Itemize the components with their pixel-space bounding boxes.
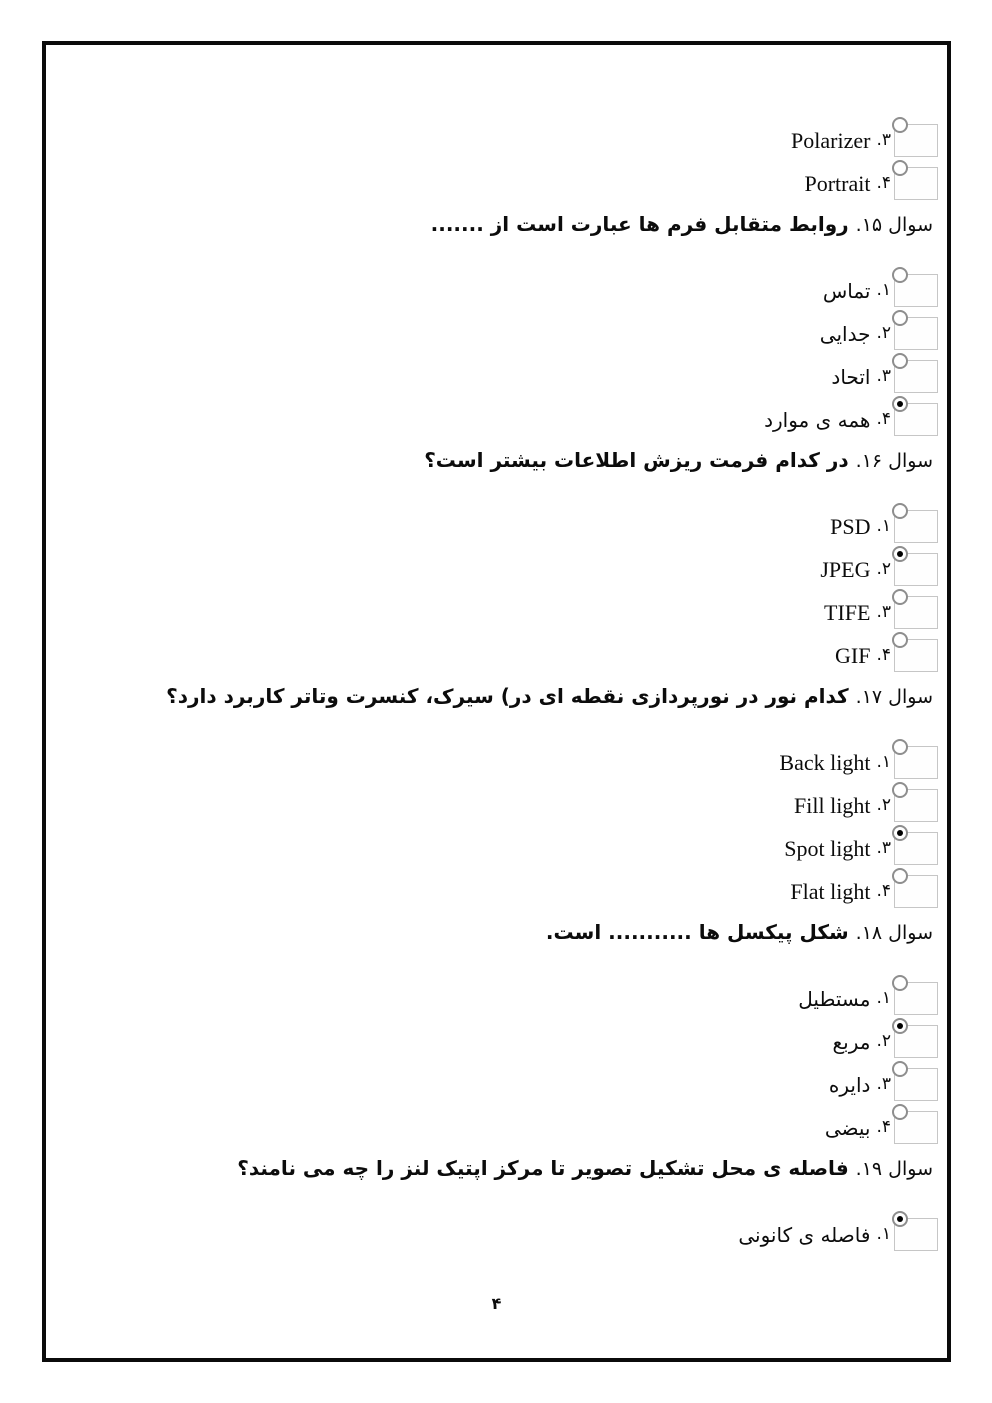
answer-option-row bbox=[46, 355, 947, 398]
radio-circle-icon bbox=[892, 1211, 908, 1227]
question-line bbox=[60, 683, 933, 709]
radio-button[interactable] bbox=[894, 360, 938, 393]
radio-circle-icon bbox=[892, 739, 908, 755]
answer-option-row bbox=[46, 1063, 947, 1106]
option-label: بیضی bbox=[824, 1115, 871, 1140]
radio-button[interactable] bbox=[894, 553, 938, 586]
quiz-content bbox=[46, 45, 947, 1256]
option-number: .۴ bbox=[876, 409, 891, 429]
option-number: .۴ bbox=[876, 1117, 891, 1137]
radio-button[interactable] bbox=[894, 1111, 938, 1144]
option-number: .۴ bbox=[876, 645, 891, 665]
option-label: TIFE bbox=[824, 599, 871, 625]
answer-option-row bbox=[46, 1213, 947, 1256]
option-label: Back light bbox=[779, 749, 871, 775]
radio-circle-icon bbox=[892, 267, 908, 283]
radio-button[interactable] bbox=[894, 317, 938, 350]
option-label: GIF bbox=[835, 642, 871, 668]
question-prefix: سوال ۱۹. bbox=[855, 1158, 933, 1180]
radio-circle-icon bbox=[892, 310, 908, 326]
radio-circle-icon bbox=[892, 975, 908, 991]
options-group bbox=[46, 505, 947, 677]
radio-button[interactable] bbox=[894, 1218, 938, 1251]
answer-option-row bbox=[46, 119, 947, 162]
radio-circle-icon bbox=[892, 825, 908, 841]
option-label: اتحاد bbox=[831, 364, 871, 389]
option-number: .۴ bbox=[876, 881, 891, 901]
radio-circle-icon bbox=[892, 117, 908, 133]
question-line bbox=[60, 211, 933, 237]
radio-circle-icon bbox=[892, 868, 908, 884]
options-group bbox=[46, 977, 947, 1149]
option-label: تماس bbox=[822, 278, 871, 303]
radio-circle-icon bbox=[892, 1104, 908, 1120]
radio-circle-icon bbox=[892, 1061, 908, 1077]
radio-button[interactable] bbox=[894, 403, 938, 436]
answer-option-row bbox=[46, 634, 947, 677]
answer-option-row bbox=[46, 977, 947, 1020]
options-group bbox=[46, 1213, 947, 1256]
option-label: PSD bbox=[830, 513, 871, 539]
radio-button[interactable] bbox=[894, 982, 938, 1015]
page-number: ۴ bbox=[491, 1294, 502, 1313]
option-number: .۱ bbox=[876, 752, 891, 772]
answer-option-row bbox=[46, 505, 947, 548]
radio-button[interactable] bbox=[894, 875, 938, 908]
radio-circle-icon bbox=[892, 503, 908, 519]
radio-circle-icon bbox=[892, 546, 908, 562]
radio-button[interactable] bbox=[894, 789, 938, 822]
answer-option-row bbox=[46, 548, 947, 591]
option-number: .۳ bbox=[876, 838, 891, 858]
question-prefix: سوال ۱۶. bbox=[855, 450, 933, 472]
radio-button[interactable] bbox=[894, 1025, 938, 1058]
answer-option-row bbox=[46, 741, 947, 784]
radio-button[interactable] bbox=[894, 510, 938, 543]
radio-button[interactable] bbox=[894, 274, 938, 307]
options-group bbox=[46, 741, 947, 913]
option-number: .۱ bbox=[876, 1224, 891, 1244]
radio-button[interactable] bbox=[894, 167, 938, 200]
radio-circle-icon bbox=[892, 353, 908, 369]
option-number: .۲ bbox=[876, 559, 891, 579]
question-body: در کدام فرمت ریزش اطلاعات بیشتر است؟ bbox=[424, 448, 849, 472]
question-prefix: سوال ۱۵. bbox=[855, 214, 933, 236]
radio-button[interactable] bbox=[894, 639, 938, 672]
option-label: Portrait bbox=[804, 170, 871, 196]
question-body: فاصله ی محل تشکیل تصویر تا مرکز اپتیک لنز را چه می نامند؟ bbox=[237, 1156, 849, 1180]
option-label: JPEG bbox=[820, 556, 871, 582]
option-label: دایره bbox=[828, 1072, 871, 1097]
option-number: .۱ bbox=[876, 516, 891, 536]
question-prefix: سوال ۱۸. bbox=[855, 922, 933, 944]
answer-option-row bbox=[46, 784, 947, 827]
option-number: .۴ bbox=[876, 173, 891, 193]
answer-option-row bbox=[46, 269, 947, 312]
radio-circle-icon bbox=[892, 589, 908, 605]
option-number: .۳ bbox=[876, 1074, 891, 1094]
answer-option-row bbox=[46, 312, 947, 355]
radio-circle-icon bbox=[892, 782, 908, 798]
top-spacer bbox=[46, 45, 947, 119]
option-number: .۱ bbox=[876, 988, 891, 1008]
option-label: مستطیل bbox=[798, 986, 871, 1011]
option-label: Flat light bbox=[790, 878, 871, 904]
question-body: روابط متقابل فرم ها عبارت است از ....... bbox=[430, 212, 849, 236]
option-label: Polarizer bbox=[791, 127, 871, 153]
answer-option-row bbox=[46, 827, 947, 870]
question-prefix: سوال ۱۷. bbox=[855, 686, 933, 708]
answer-option-row bbox=[46, 162, 947, 205]
radio-circle-icon bbox=[892, 160, 908, 176]
options-group bbox=[46, 269, 947, 441]
question-line bbox=[60, 447, 933, 473]
option-label: Spot light bbox=[784, 835, 871, 861]
answer-option-row bbox=[46, 1020, 947, 1063]
radio-circle-icon bbox=[892, 396, 908, 412]
option-number: .۳ bbox=[876, 366, 891, 386]
option-number: .۱ bbox=[876, 280, 891, 300]
option-number: .۲ bbox=[876, 1031, 891, 1051]
option-number: .۳ bbox=[876, 130, 891, 150]
radio-circle-icon bbox=[892, 1018, 908, 1034]
options-group bbox=[46, 119, 947, 205]
answer-option-row bbox=[46, 870, 947, 913]
option-label: مربع bbox=[832, 1029, 871, 1054]
page-border-frame bbox=[42, 41, 951, 1362]
radio-button[interactable] bbox=[894, 832, 938, 865]
radio-button[interactable] bbox=[894, 746, 938, 779]
option-number: .۳ bbox=[876, 602, 891, 622]
answer-option-row bbox=[46, 398, 947, 441]
option-label: فاصله ی کانونی bbox=[738, 1222, 871, 1247]
radio-circle-icon bbox=[892, 632, 908, 648]
answer-option-row bbox=[46, 1106, 947, 1149]
option-label: Fill light bbox=[794, 792, 871, 818]
question-line bbox=[60, 1155, 933, 1181]
question-body: کدام نور در نورپردازی نقطه ای در) سیرک، کنسرت وتاتر کاربرد دارد؟ bbox=[166, 684, 849, 708]
question-line bbox=[60, 919, 933, 945]
radio-button[interactable] bbox=[894, 124, 938, 157]
option-number: .۲ bbox=[876, 795, 891, 815]
option-label: همه ی موارد bbox=[764, 407, 871, 432]
answer-option-row bbox=[46, 591, 947, 634]
radio-button[interactable] bbox=[894, 1068, 938, 1101]
question-body: شکل پیکسل ها ........... است. bbox=[545, 920, 849, 944]
option-number: .۲ bbox=[876, 323, 891, 343]
radio-button[interactable] bbox=[894, 596, 938, 629]
option-label: جدایی bbox=[819, 321, 871, 346]
